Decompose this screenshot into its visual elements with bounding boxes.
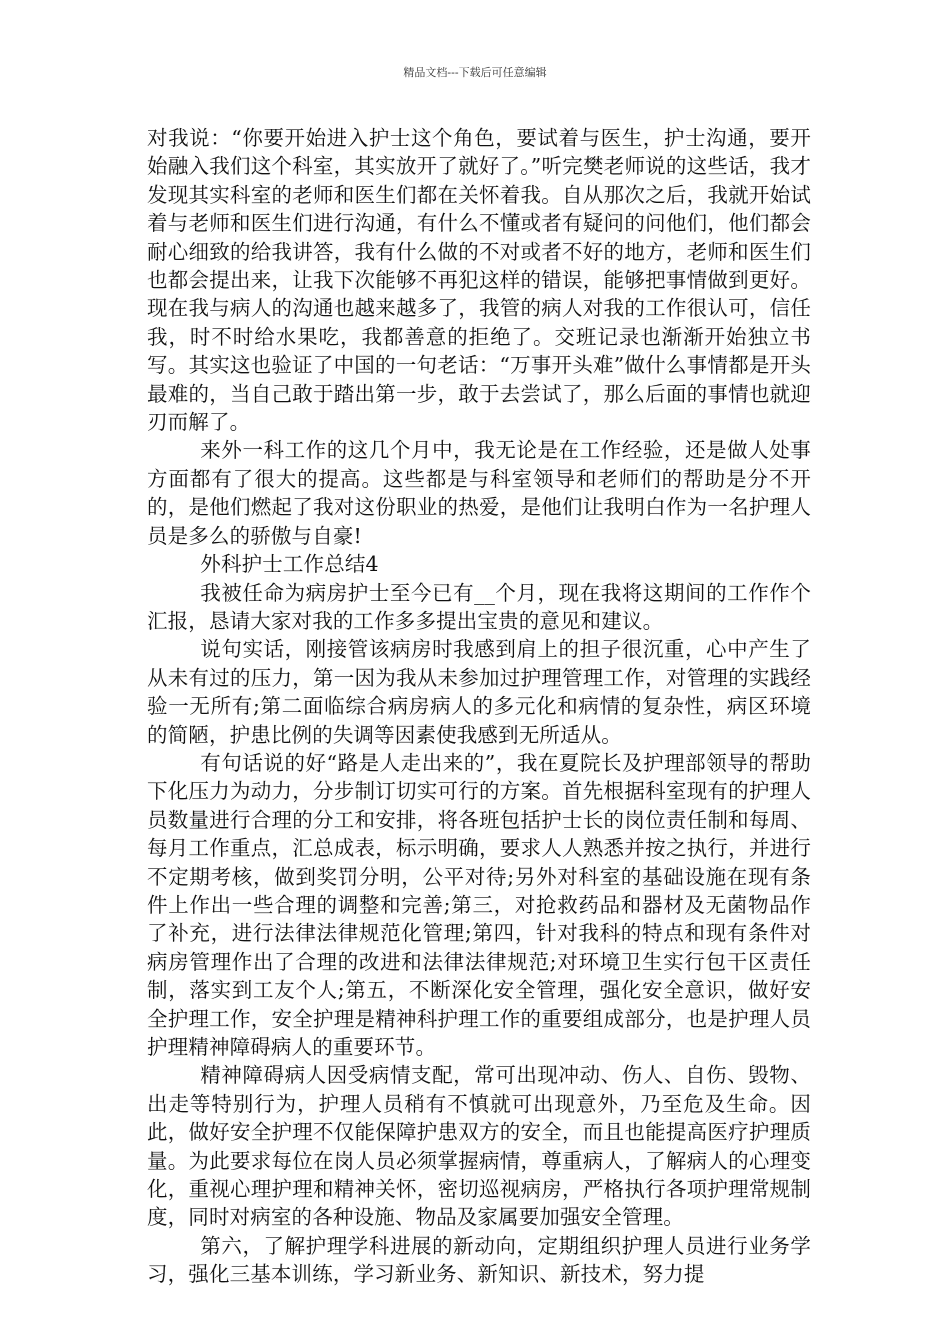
paragraph: 我被任命为病房护士至今已有__个月，现在我将这期间的工作作个汇报，恳请大家对我的工作多多提出宝贵的意见和建议。 — [147, 580, 811, 633]
page-header: 精品文档---下载后可任意编辑 — [403, 66, 547, 79]
paragraph: 说句实话，刚接管该病房时我感到肩上的担子很沉重，心中产生了从未有过的压力，第一因为我从未参加过护理管理工作，对管理的实践经验一无所有;第二面临综合病房病人的多元化和病情的复杂性，病区环境的简陋，护患比例的失调等因素使我感到无所适从。 — [147, 637, 811, 747]
paragraph: 第六，了解护理学科进展的新动向，定期组织护理人员进行业务学习，强化三基本训练，学习新业务、新知识、新技术，努力提 — [147, 1233, 811, 1287]
paragraph: 来外一科工作的这几个月中，我无论是在工作经验，还是做人处事方面都有了很大的提高。这些都是与科室领导和老师们的帮助是分不开的，是他们燃起了我对这份职业的热爱，是他们让我明白作为一名护理人员是多么的骄傲与自豪! — [147, 438, 811, 548]
paragraph: 对我说：“你要开始进入护士这个角色，要试着与医生，护士沟通，要开始融入我们这个科室，其实放开了就好了。”听完樊老师说的这些话，我才发现其实科室的老师和医生们都在关怀着我。自从那次之后，我就开始试着与老师和医生们进行沟通，有什么不懂或者有疑问的问他们，他们都会耐心细致的给我讲答，我有什么做的不对或者不好的地方，老师和医生们也都会提出来，让我下次能够不再犯这样的错误，能够把事情做到更好。现在我与病人的沟通也越来越多了，我管的病人对我的工作很认可，信任我，时不时给水果吃，我都善意的拒绝了。交班记录也渐渐开始独立书写。其实这也验证了中国的一句老话：“万事开头难”做什么事情都是开头最难的，当自己敢于踏出第一步，敢于去尝试了，那么后面的事情也就迎刃而解了。 — [147, 126, 811, 435]
document-body — [147, 124, 811, 1289]
paragraph: 有句话说的好“路是人走出来的”，我在夏院长及护理部领导的帮助下化压力为动力，分步制订切实可行的方案。首先根据科室现有的护理人员数量进行合理的分工和安排，将各班包括护士长的岗位责任制和每周、每月工作重点，汇总成表，标示明确，要求人人熟悉并按之执行，并进行不定期考核，做到奖罚分明，公平对待;另外对科室的基础设施在现有条件上作出一些合理的调整和完善;第三，对抢救药品和器材及无菌物品作了补充，进行法律法律规范化管理;第四，针对我科的特点和现有条件对病房管理作出了合理的改进和法律法律规范;对环境卫生实行包干区责任制，落实到工友个人;第五，不断深化安全管理，强化安全意识，做好安全护理工作，安全护理是精神科护理工作的重要组成部分，也是护理人员护理精神障碍病人的重要环节。 — [147, 750, 811, 1059]
paragraph: 精神障碍病人因受病情支配，常可出现冲动、伤人、自伤、毁物、出走等特别行为，护理人员稍有不慎就可出现意外，乃至危及生命。因此，做好安全护理不仅能保障护患双方的安全，而且也能提高医疗护理质量。为此要求每位在岗人员必须掌握病情，尊重病人，了解病人的心理变化，重视心理护理和精神关怀，密切巡视病房，严格执行各项护理常规制度，同时对病室的各种设施、物品及家属要加强安全管理。 — [147, 1063, 811, 1230]
section-heading: 外科护士工作总结4 — [200, 552, 379, 577]
